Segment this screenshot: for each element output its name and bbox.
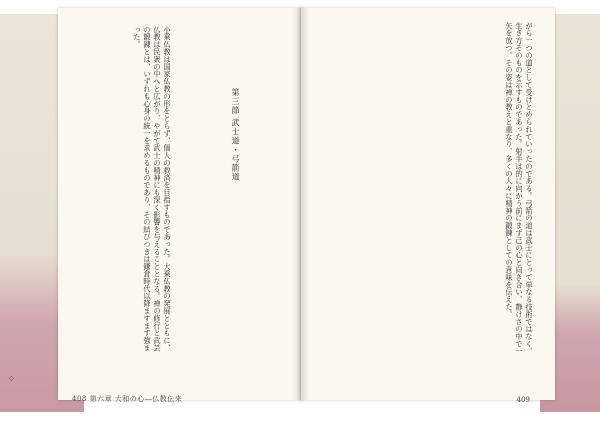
left-footer: 408 第六章 大和の心―仏教伝来 [72,395,183,403]
page-number: 409 [516,396,530,404]
section-heading: 第三節 武士道・弓箭道 [231,88,240,182]
right-page-text: がら一つの道として受けとめられていったのである。弓箭の道は武士にとって単なる技術ではなく、生き方そのものを示すものであった。射手は的に向かう前にまず己の心と向き合い、静けさの中で一矢を放つ。その姿は禅の教えと重なり、多くの人々に精神の鍛錬としての意味を伝えた。 [505,22,534,355]
book-gutter [292,8,310,400]
left-page-text: 小乗仏教は国家仏教の形をとらず、個人の救済を目指すものであった。大乗仏教の発展とともに、仏教は民衆の中へと広がり、やがて武士の精神にも深く影響を与えることとなる。禅の修行と武芸の鍛錬とは、いずれも心身の統一を求めるものであり、その結びつきは鎌倉時代以降ますます強まった。 [133,26,172,352]
cover-decoration: ◇ [8,375,15,382]
